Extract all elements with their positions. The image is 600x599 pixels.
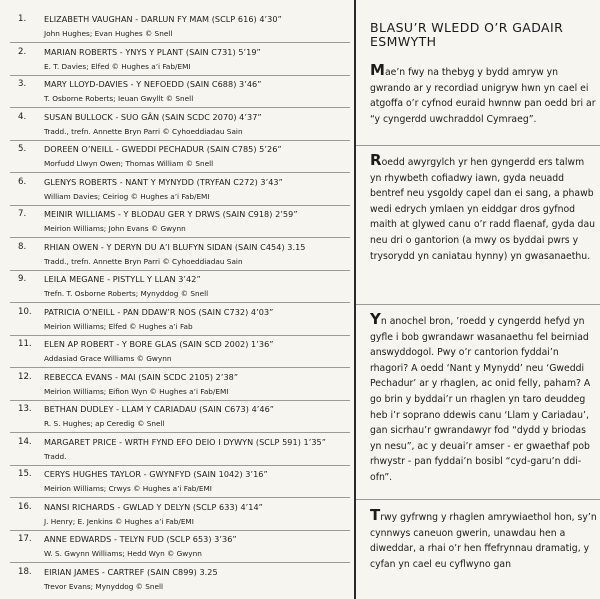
track-credit: Morfudd Llwyn Owen; Thomas William © Snell: [44, 159, 214, 168]
track-rule: [10, 400, 350, 401]
track-title: BETHAN DUDLEY - LLAM Y CARIADAU (SAIN C673) 4’46”: [44, 404, 275, 414]
track-credit: R. S. Hughes; ap Ceredig © Snell: [44, 419, 165, 428]
paragraph-rule: [356, 304, 600, 305]
drop-cap: M: [370, 61, 385, 79]
track-credit: T. Osborne Roberts; Ieuan Gwyllt © Snell: [44, 94, 194, 103]
track-rule: [10, 140, 350, 141]
drop-cap: R: [370, 151, 382, 169]
track-rule: [10, 302, 350, 303]
track-number: 9.: [18, 274, 27, 284]
track-rule: [10, 172, 350, 173]
essay-paragraph-4: Trwy gyfrwng y rhaglen amrywiaethol hon, sy’n cynnwys caneuon gwerin, unawdau hen a diweddar, a rhai o’r hen ffefrynnau dramatig, y cyfan yn cael eu cyflwyno gan: [370, 506, 597, 570]
track-title: LEILA MEGANE - PISTYLL Y LLAN 3’42”: [44, 274, 201, 284]
drop-cap: Y: [370, 310, 381, 328]
track-credit: Trefn. T. Osborne Roberts; Mynyddog © Snell: [44, 289, 209, 298]
track-credit: William Davies; Ceiriog © Hughes a’i Fab/EMI: [44, 191, 210, 201]
track-rule: [10, 107, 350, 108]
track-number: 6.: [18, 176, 27, 187]
track-rule: [10, 75, 350, 76]
track-rule: [10, 237, 350, 238]
track-rule: [10, 562, 350, 563]
essay-paragraph-3: Yn anochel bron, ’roedd y cyngerdd hefyd yn gyfle i bob gwrandawr wasanaethu fel beirniad answyddogol. Pwy o’r cantorion fyddai’n rhagori? A oedd ‘Nant y Mynydd’ neu ‘Gweddi Pechadur’ ar y rhaglen, ac onid felly, paham? A go brin y byddai’r un rhaglen yn taro deuddeg heb i’r soprano ddewis canu ‘Llam y Cariadau’, gan sicrhau’r gwrandawyr fod “dydd y briodas yn nesu”, ac y deuai’r amser - er gwaethaf pob rhwystr - pan fyddai’n bosibl “cyd-garu’n ddi-ofn”.: [370, 310, 591, 483]
track-rule: [10, 205, 350, 206]
track-number: 4.: [18, 111, 27, 122]
track-credit: Meirion Williams; John Evans © Gwynn: [44, 224, 186, 233]
track-rule: [10, 465, 350, 466]
track-number: 7.: [18, 209, 27, 219]
track-number: 14.: [18, 436, 32, 447]
track-credit: Meirion Williams; Eifion Wyn © Hughes a’i Fab/EMI: [44, 386, 229, 396]
track-title: SUSAN BULLOCK - SUO GÂN (SAIN SCDC 2070) 4’37”: [44, 111, 262, 122]
track-credit: Meirion Williams; Elfed © Hughes a’i Fab: [44, 321, 193, 331]
track-rule: [10, 530, 350, 531]
essay-paragraph-1: Mae’n fwy na thebyg y bydd amryw yn gwrando ar y recordiad unigryw hwn yn cael ei atgoffa o’r cyfnod euraid hwnnw pan oedd bri ar “y cyngerdd uwchraddol Cymraeg”.: [370, 61, 596, 125]
track-rule: [10, 432, 350, 433]
track-rule: [10, 42, 350, 43]
track-credit: Meirion Williams; Crwys © Hughes a’i Fab/EMI: [44, 484, 212, 493]
track-number: 18.: [18, 566, 32, 577]
track-number: 13.: [18, 404, 32, 414]
essay-column: [356, 0, 600, 599]
paragraph-rule: [356, 145, 600, 146]
track-number: 3.: [18, 79, 27, 89]
track-credit: W. S. Gwynn Williams; Hedd Wyn © Gwynn: [44, 549, 202, 558]
track-title: GLENYS ROBERTS - NANT Y MYNYDD (TRYFAN C272) 3’43”: [44, 176, 283, 187]
track-title: DOREEN O’NEILL - GWEDDI PECHADUR (SAIN C785) 5’26”: [44, 144, 282, 154]
track-credit: E. T. Davies; Elfed © Hughes a’i Fab/EMI: [44, 61, 191, 71]
track-title: EIRIAN JAMES - CARTREF (SAIN C899) 3.25: [44, 566, 218, 577]
track-number: 17.: [18, 534, 32, 544]
track-title: REBECCA EVANS - MAI (SAIN SCDC 2105) 2’38”: [44, 371, 239, 382]
track-number: 16.: [18, 501, 32, 512]
track-credit: Addasiad Grace Williams © Gwynn: [44, 354, 172, 363]
essay-paragraph-2: Roedd awyrgylch yr hen gyngerdd ers talwm yn rhywbeth cofiadwy iawn, gyda neuadd bentref neu ysgoldy capel dan ei sang, a phawb wedi edrych ymlaen yn eiddgar dros gyfnod maith at glywed canu o’r radd flaenaf, gyda dau neu dri o gantorion (a mwy os byddai pwrs y trysorydd yn caniatau hynny) yn gwasanaethu.: [370, 151, 596, 262]
track-rule: [10, 497, 350, 498]
track-rule: [10, 270, 350, 271]
track-credit: John Hughes; Evan Hughes © Snell: [44, 29, 173, 38]
track-title: ELIZABETH VAUGHAN - DARLUN FY MAM (SCLP 616) 4’30”: [44, 14, 282, 24]
track-number: 12.: [18, 371, 32, 382]
track-title: MARGARET PRICE - WRTH FYND EFO DEIO I DYWYN (SCLP 591) 1’35”: [44, 436, 326, 447]
drop-cap: T: [370, 506, 381, 524]
track-title: NANSI RICHARDS - GWLAD Y DELYN (SCLP 633) 4’14”: [44, 501, 263, 512]
track-number: 8.: [18, 241, 27, 252]
track-title: MARIAN ROBERTS - YNYS Y PLANT (SAIN C731) 5’19”: [44, 46, 261, 57]
track-credit: Trevor Evans; Mynyddog © Snell: [44, 581, 164, 591]
track-title: CERYS HUGHES TAYLOR - GWYNFYD (SAIN 1042) 3’16”: [44, 469, 268, 479]
track-credit: Tradd.: [44, 451, 67, 461]
track-credit: J. Henry; E. Jenkins © Hughes a’i Fab/EMI: [44, 516, 194, 526]
track-number: 11.: [18, 339, 32, 349]
track-number: 2.: [18, 46, 27, 57]
track-number: 1.: [18, 14, 27, 24]
track-rule: [10, 335, 350, 336]
track-title: RHIAN OWEN - Y DERYN DU A’I BLUFYN SIDAN (SAIN C454) 3.15: [44, 241, 306, 252]
track-number: 10.: [18, 306, 32, 317]
essay-heading: BLASU’R WLEDD O’R GADAIR ESMWYTH: [370, 20, 564, 49]
paragraph-rule: [356, 499, 600, 500]
track-number: 5.: [18, 144, 27, 154]
track-rule: [10, 367, 350, 368]
track-number: 15.: [18, 469, 32, 479]
track-title: ELEN AP ROBERT - Y BORE GLAS (SAIN SCD 2002) 1’36”: [44, 339, 274, 349]
track-title: PATRICIA O’NEILL - PAN DDAW’R NOS (SAIN C732) 4’03”: [44, 306, 274, 317]
track-credit: Tradd., trefn. Annette Bryn Parri © Cyhoeddiadau Sain: [44, 126, 243, 136]
track-title: ANNE EDWARDS - TELYN FUD (SCLP 653) 3’36”: [44, 534, 237, 544]
track-title: MEINIR WILLIAMS - Y BLODAU GER Y DRWS (SAIN C918) 2’59”: [44, 209, 298, 219]
track-credit: Tradd., trefn. Annette Bryn Parri © Cyhoeddiadau Sain: [44, 256, 243, 266]
track-title: MARY LLOYD-DAVIES - Y NEFOEDD (SAIN C688) 3’46”: [44, 79, 262, 89]
